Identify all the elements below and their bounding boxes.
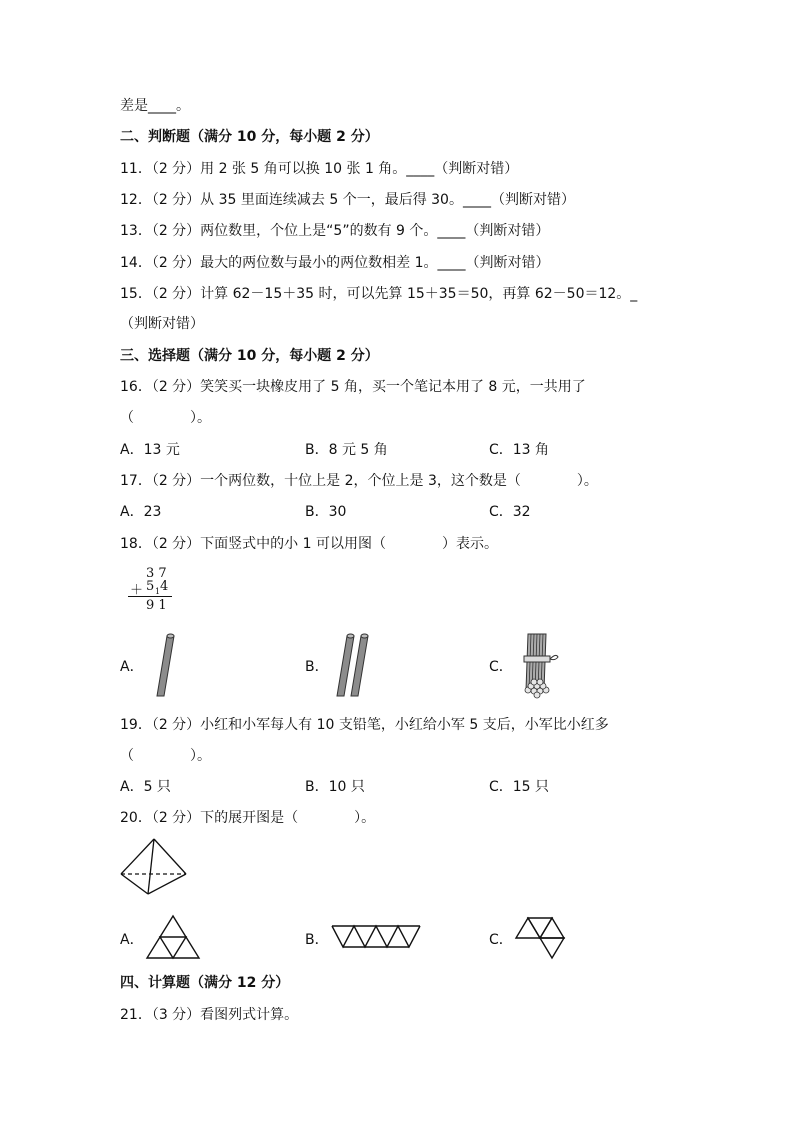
question-21: 21．（3 分）看图列式计算。 — [120, 1007, 299, 1023]
sum-result: 9 1 — [146, 598, 167, 613]
question-19: 19．（2 分）小红和小军每人有 10 支铅笔，小红给小军 5 支后，小军比小红多 — [120, 717, 609, 733]
question-16: 16．（2 分）笑笑买一块橡皮用了 5 角，买一个笔记本用了 8 元，一共用了 — [120, 379, 586, 395]
question-15-continued: （判断对错） — [120, 316, 204, 332]
stick-bundle-image — [514, 628, 560, 700]
sum-rule — [128, 596, 172, 597]
addend-digit-tens: 5 — [146, 579, 155, 594]
q16-option-b: B．8 元 5 角 — [305, 442, 388, 458]
question-14: 14．（2 分）最大的两位数与最小的两位数相差 1。____（判断对错） — [120, 255, 550, 271]
q20-option-b: B． — [305, 932, 329, 948]
question-12: 12．（2 分）从 35 里面连续减去 5 个一，最后得 30。____（判断对错） — [120, 192, 575, 208]
question-15: 15．（2 分）计算 62－15＋35 时，可以先算 15＋35＝50，再算 62－50＝12。_ — [120, 286, 638, 302]
net-option-b-image — [330, 924, 424, 950]
question-11: 11．（2 分）用 2 张 5 角可以换 10 张 1 角。____（判断对错） — [120, 161, 519, 177]
section-heading-calculation: 四、计算题（满分 12 分） — [120, 975, 290, 991]
q19-option-a: A．5 只 — [120, 779, 171, 795]
net-option-c-image — [514, 916, 570, 960]
question-18: 18．（2 分）下面竖式中的小 1 可以用图（ ）表示。 — [120, 536, 498, 552]
question-13: 13．（2 分）两位数里，个位上是“5”的数有 9 个。____（判断对错） — [120, 223, 550, 239]
section-heading-choice: 三、选择题（满分 10 分，每小题 2 分） — [120, 348, 379, 364]
section-heading-judgment: 二、判断题（满分 10 分，每小题 2 分） — [120, 129, 379, 145]
q18-option-c: C． — [489, 659, 513, 675]
question-16-continued: （ ）。 — [120, 410, 211, 426]
single-stick-image — [150, 630, 190, 700]
plus-sign: ＋ — [130, 583, 144, 598]
q18-option-b: B． — [305, 659, 329, 675]
q17-option-c: C．32 — [489, 504, 531, 520]
q17-option-b: B．30 — [305, 504, 347, 520]
q19-option-c: C．15 只 — [489, 779, 550, 795]
q16-option-c: C．13 角 — [489, 442, 550, 458]
question-19-continued: （ ）。 — [120, 748, 211, 764]
answer-line: 差是____。 — [120, 98, 190, 114]
net-option-a-image — [144, 914, 204, 960]
q18-option-a: A． — [120, 659, 144, 675]
question-20: 20．（2 分）下的展开图是（ ）。 — [120, 810, 376, 826]
two-sticks-image — [332, 630, 376, 700]
q16-option-a: A．13 元 — [120, 442, 180, 458]
carry-digit: 1 — [155, 587, 161, 596]
q20-option-a: A． — [120, 932, 144, 948]
addend-digit-ones: 4 — [160, 579, 169, 594]
q19-option-b: B．10 只 — [305, 779, 365, 795]
q17-option-a: A．23 — [120, 504, 162, 520]
tetrahedron-image — [118, 836, 192, 900]
addend-top: 3 7 — [146, 566, 167, 581]
q20-option-c: C． — [489, 932, 513, 948]
question-17: 17．（2 分）一个两位数，十位上是 2，个位上是 3，这个数是（ ）。 — [120, 473, 598, 489]
